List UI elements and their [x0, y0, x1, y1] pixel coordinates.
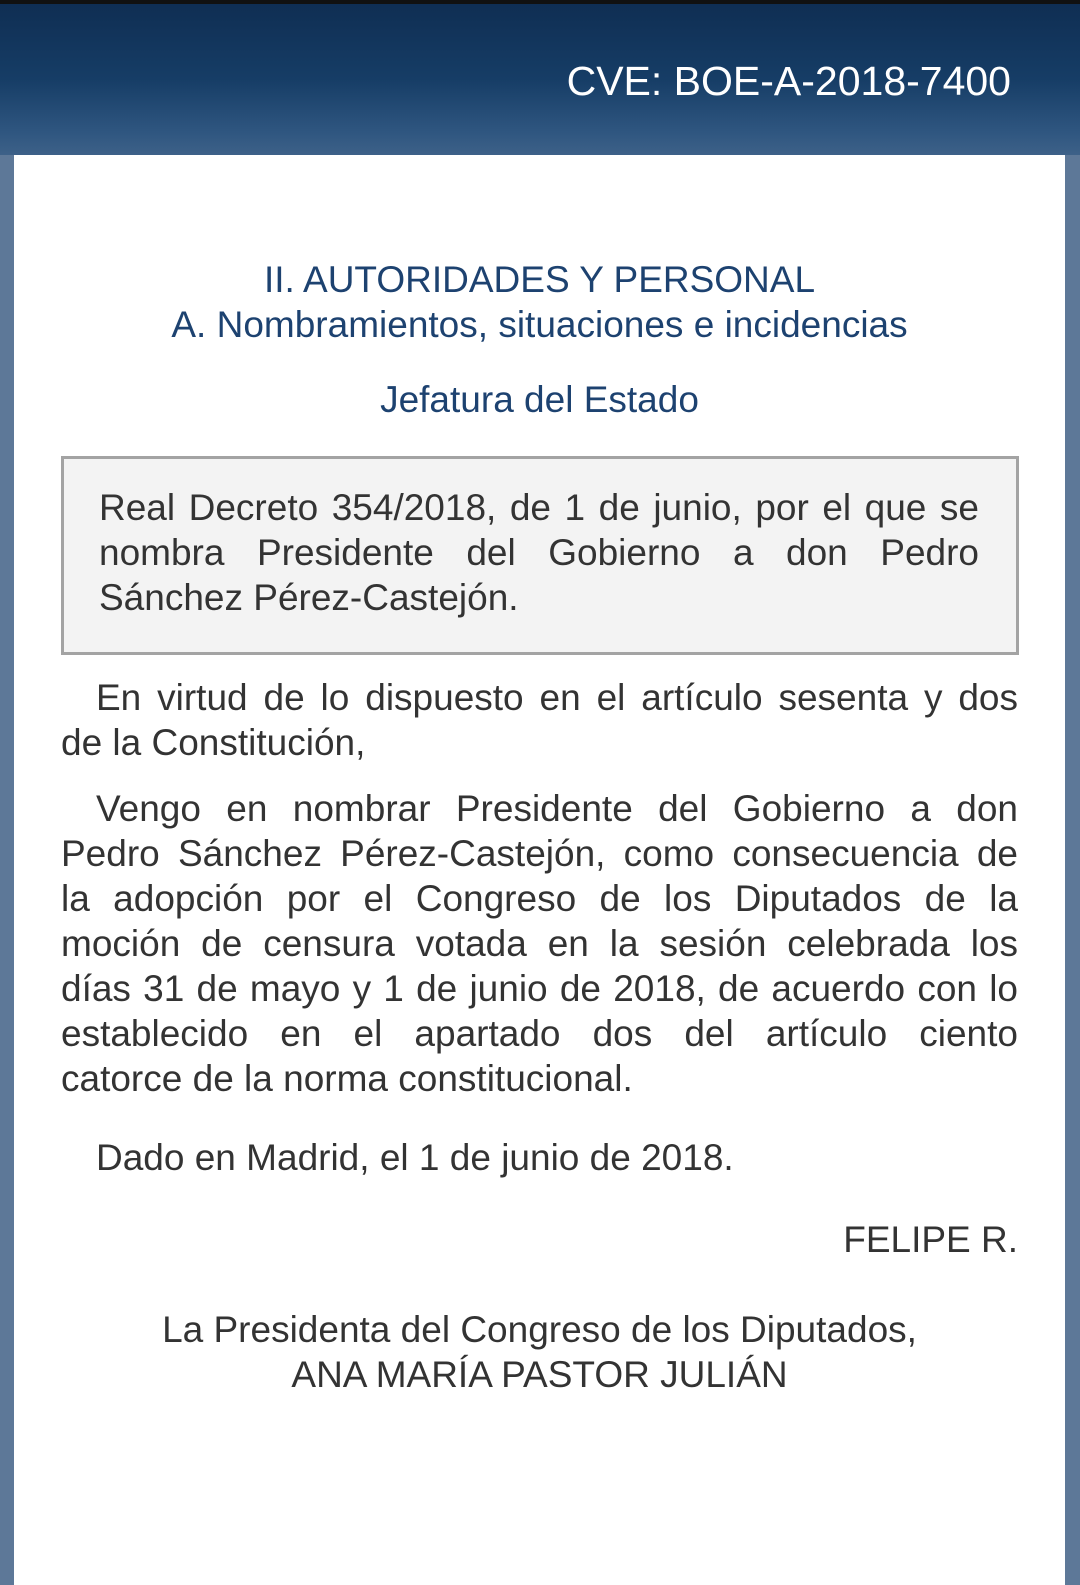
decree-title-box: [61, 456, 1019, 655]
paragraph-line: Vengo en nombrar Presidente del Gobierno a don: [96, 788, 1018, 829]
royal-signature: [61, 1217, 1018, 1262]
section-heading: II. AUTORIDADES Y PERSONAL: [263, 259, 816, 300]
cve-identifier: CVE: BOE-A-2018-7400: [566, 58, 1011, 104]
document-page[interactable]: [14, 155, 1065, 1585]
decree-title-line: Sánchez Pérez-Castejón.: [99, 577, 519, 618]
app-header: [0, 0, 1080, 155]
paragraph-line: catorce de la norma constitucional.: [61, 1058, 633, 1099]
paragraph-line: Pedro Sánchez Pérez-Castejón, como consecuencia de: [61, 833, 1018, 874]
paragraph-line: moción de censura votada en la sesión celebrada los: [61, 923, 1018, 964]
paragraph-appointment: [61, 786, 1018, 1101]
paragraph-preamble: [61, 675, 1018, 765]
decree-title-line: nombra Presidente del Gobierno a don Pedro: [99, 532, 979, 573]
paragraph-line: días 31 de mayo y 1 de junio de 2018, de acuerdo con lo: [61, 968, 1018, 1009]
date-place-line: [61, 1135, 1018, 1180]
subsection-heading: A. Nombramientos, situaciones e incidencias: [171, 304, 908, 345]
department-heading: Jefatura del Estado: [380, 379, 699, 420]
countersign-name: ANA MARÍA PASTOR JULIÁN: [291, 1354, 788, 1395]
signature-text: FELIPE R.: [843, 1219, 1018, 1260]
paragraph-line: En virtud de lo dispuesto en el artículo sesenta y dos: [96, 677, 1018, 718]
paragraph-line: de la Constitución,: [61, 722, 366, 763]
decree-title-line: Real Decreto 354/2018, de 1 de junio, por el que se: [99, 487, 979, 528]
dated-text: Dado en Madrid, el 1 de junio de 2018.: [96, 1137, 734, 1178]
countersign-role: La Presidenta del Congreso de los Diputados,: [162, 1309, 917, 1350]
countersignature: [61, 1307, 1018, 1397]
paragraph-line: establecido en el apartado dos del artículo ciento: [61, 1013, 1018, 1054]
paragraph-line: la adopción por el Congreso de los Diputados de la: [61, 878, 1018, 919]
